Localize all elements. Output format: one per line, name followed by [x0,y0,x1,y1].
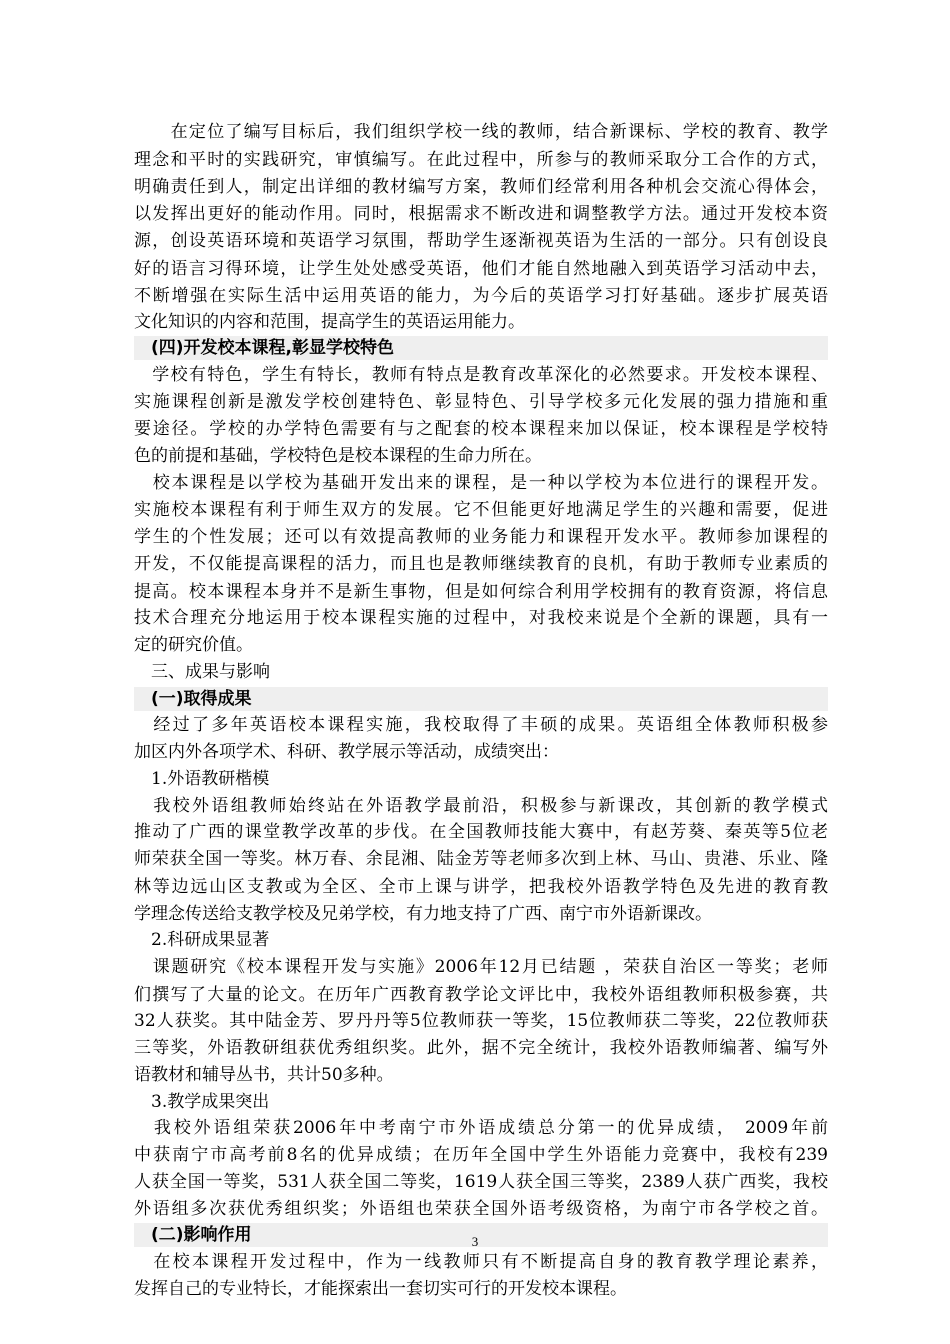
text-line: 外语组多次获优秀组织奖；外语组也荣获全国外语考级资格，为南宁市各学校之首。 [134,1199,828,1219]
text-line: 们撰写了大量的论文。在历年广西教育教学论文评比中，我校外语组教师积极参赛，共 [134,985,828,1005]
text-line: 校本课程是以学校为基础开发出来的课程，是一种以学校为本位进行的课程开发。 [134,473,828,493]
text-line: 好的语言习得环境，让学生处处感受英语，他们才能自然地融入到英语学习活动中去， [134,259,828,279]
text-line: 提高。校本课程本身并不是新生事物，但是如何综合利用学校拥有的教育资源，将信息 [134,582,828,602]
text-line: 明确责任到人，制定出详细的教材编写方案，教师们经常利用各种机会交流心得体会， [134,177,828,197]
text-line: 林等边远山区支教或为全区、全市上课与讲学，把我校外语教学特色及先进的教育教 [134,877,828,897]
text-line: 发挥自己的专业特长，才能探索出一套切实可行的开发校本课程。 [134,1279,627,1299]
text-line: 学理念传送给支教学校及兄弟学校，有力地支持了广西、南宁市外语新课改。 [134,904,712,924]
text-line: 以发挥出更好的能动作用。同时，根据需求不断改进和调整教学方法。通过开发校本资 [134,204,828,224]
text-line: 实施课程创新是激发学校创建特色、彰显特色、引导学校多元化发展的强力措施和重 [134,392,828,412]
text-line: 开发，不仅能提高课程的活力，而且也是教师继续教育的良机，有助于教师专业素质的 [134,554,828,574]
text-line: 经过了多年英语校本课程实施，我校取得了丰硕的成果。英语组全体教师积极参 [134,715,828,735]
heading-item-3: 3.教学成果突出 [134,1092,270,1112]
text-line: 色的前提和基础，学校特色是校本课程的生命力所在。 [134,446,542,466]
text-line: 加区内外各项学术、科研、教学展示等活动，成绩突出： [134,742,559,762]
page-number: 3 [471,1234,479,1249]
text-line: 实施校本课程有利于师生双方的发展。它不但能更好地满足学生的兴趣和需要，促进 [134,500,828,520]
heading-section-4: (四)开发校本课程,彰显学校特色 [134,336,828,360]
text-line: 在校本课程开发过程中，作为一线教师只有不断提高自身的教育教学理论素养， [134,1252,828,1272]
text-line: 要途径。学校的办学特色需要有与之配套的校本课程来加以保证，校本课程是学校特 [134,419,828,439]
heading-chapter-3: 三、成果与影响 [134,662,270,682]
heading-subsection-2: (二)影响作用 [134,1223,828,1247]
text-line: 我校外语组教师始终站在外语教学最前沿，积极参与新课改，其创新的教学模式 [134,796,828,816]
text-line: 定的研究价值。 [134,635,253,655]
text-line: 三等奖，外语教研组获优秀组织奖。此外，据不完全统计，我校外语教师编著、编写外 [134,1038,828,1058]
text-line: 学生的个性发展；还可以有效提高教师的业务能力和课程开发水平。教师参加课程的 [134,527,828,547]
heading-item-1: 1.外语教研楷模 [134,769,270,789]
text-line: 我校外语组荣获2006年中考南宁市外语成绩总分第一的优异成绩， 2009年前 [134,1118,828,1138]
text-line: 课题研究《校本课程开发与实施》2006年12月已结题 ，荣获自治区一等奖；老师 [134,957,828,977]
text-line: 中获南宁市高考前8名的优异成绩；在历年全国中学生外语能力竞赛中，我校有239 [134,1145,828,1165]
text-line: 32人获奖。其中陆金芳、罗丹丹等5位教师获一等奖，15位教师获二等奖，22位教师获 [134,1011,828,1031]
text-line: 理念和平时的实践研究，审慎编写。在此过程中，所参与的教师采取分工合作的方式， [134,150,828,170]
text-line: 学校有特色，学生有特长，教师有特点是教育改革深化的必然要求。开发校本课程、 [134,365,828,385]
text-line: 文化知识的内容和范围，提高学生的英语运用能力。 [134,312,525,332]
text-line: 不断增强在实际生活中运用英语的能力，为今后的英语学习打好基础。逐步扩展英语 [134,286,828,306]
text-line: 技术合理充分地运用于校本课程实施的过程中，对我校来说是个全新的课题，具有一 [134,608,828,628]
text-line: 源，创设英语环境和英语学习氛围，帮助学生逐渐视英语为生活的一部分。只有创设良 [134,231,828,251]
text-line: 人获全国一等奖，531人获全国二等奖，1619人获全国三等奖，2389人获广西奖，我校 [134,1172,828,1192]
heading-item-2: 2.科研成果显著 [134,930,270,950]
text-line: 推动了广西的课堂教学改革的步伐。在全国教师技能大赛中，有赵芳葵、秦英等5位老 [134,822,828,842]
text-line: 在定位了编写目标后，我们组织学校一线的教师，结合新课标、学校的教育、教学 [134,122,828,142]
text-line: 语教材和辅导丛书，共计50多种。 [134,1065,394,1085]
text-line: 师荣获全国一等奖。林万春、余昆湘、陆金芳等老师多次到上林、马山、贵港、乐业、隆 [134,849,828,869]
heading-subsection-1: (一)取得成果 [134,687,828,711]
